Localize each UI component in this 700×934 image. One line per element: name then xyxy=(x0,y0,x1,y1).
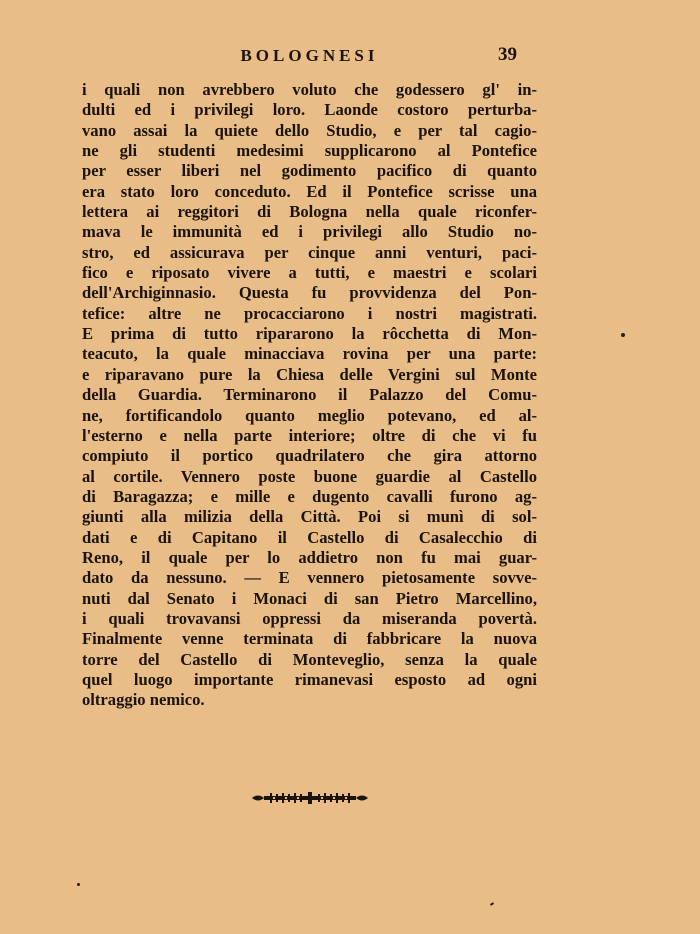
text-line: lettera ai reggitori di Bologna nella quale riconfer- xyxy=(82,202,537,222)
text-line: Reno, il quale per lo addietro non fu mai guar- xyxy=(82,547,537,567)
text-line: di Baragazza; e mille e dugento cavalli furono ag- xyxy=(82,486,537,506)
text-line: stro, ed assicurava per cinque anni venturi, paci- xyxy=(82,242,537,262)
running-header xyxy=(82,44,537,70)
page-number: 39 xyxy=(498,44,517,65)
text-line: dell'Archiginnasio. Questa fu provvidenza del Pon- xyxy=(82,283,537,303)
text-line: era stato loro conceduto. Ed il Pontefice scrisse una xyxy=(82,181,537,201)
text-line: ne, fortificandolo quanto meglio potevano, ed al- xyxy=(82,405,537,425)
text-line: fico e riposato vivere a tutti, e maestri e scolari xyxy=(82,263,537,283)
text-line: della Guardia. Terminarono il Palazzo del Comu- xyxy=(82,385,537,405)
paper-speck xyxy=(490,902,494,906)
text-line: e riparavano pure la Chiesa delle Vergini sul Monte xyxy=(82,364,537,384)
paper-speck xyxy=(621,333,625,337)
text-line-last: oltraggio nemico. xyxy=(82,690,205,710)
text-line: vano assai la quiete dello Studio, e per tal cagio- xyxy=(82,120,537,140)
text-line: torre del Castello di Monteveglio, senza la quale xyxy=(82,649,537,669)
text-line: E prima di tutto ripararono la rôcchetta di Mon- xyxy=(82,324,537,344)
text-line: al cortile. Vennero poste buone guardie al Castello xyxy=(82,466,537,486)
decorative-tailpiece-ornament-icon xyxy=(250,791,370,805)
text-line: quel luogo importante rimanevasi esposto ad ogni xyxy=(82,669,537,689)
text-line: giunti alla milizia della Città. Poi si munì di sol- xyxy=(82,507,537,527)
running-title: BOLOGNESI xyxy=(240,46,379,65)
body-paragraph xyxy=(82,80,537,711)
text-line: ne gli studenti medesimi supplicarono al Pontefice xyxy=(82,141,537,161)
text-line: i quali trovavansi oppressi da miseranda povertà. xyxy=(82,608,537,628)
text-line: dati e di Capitano il Castello di Casalecchio di xyxy=(82,527,537,547)
text-line: mava le immunità ed i privilegi allo Studio no- xyxy=(82,222,537,242)
text-line: dulti ed i privilegi loro. Laonde costoro perturba- xyxy=(82,100,537,120)
text-line: nuti dal Senato i Monaci di san Pietro Marcellino, xyxy=(82,588,537,608)
text-line: compiuto il portico quadrilatero che gira attorno xyxy=(82,446,537,466)
text-line: teacuto, la quale minacciava rovina per una parte: xyxy=(82,344,537,364)
text-line: tefice: altre ne procacciarono i nostri magistrati. xyxy=(82,303,537,323)
text-line: l'esterno e nella parte interiore; oltre di che vi fu xyxy=(82,425,537,445)
paper-speck xyxy=(77,883,80,886)
text-line: Finalmente venne terminata di fabbricare la nuova xyxy=(82,629,537,649)
text-line: per esser liberi nel godimento pacifico di quanto xyxy=(82,161,537,181)
text-line: dato da nessuno. — E vennero pietosamente sovve- xyxy=(82,568,537,588)
text-line: i quali non avrebbero voluto che godessero gl' in- xyxy=(82,80,537,99)
